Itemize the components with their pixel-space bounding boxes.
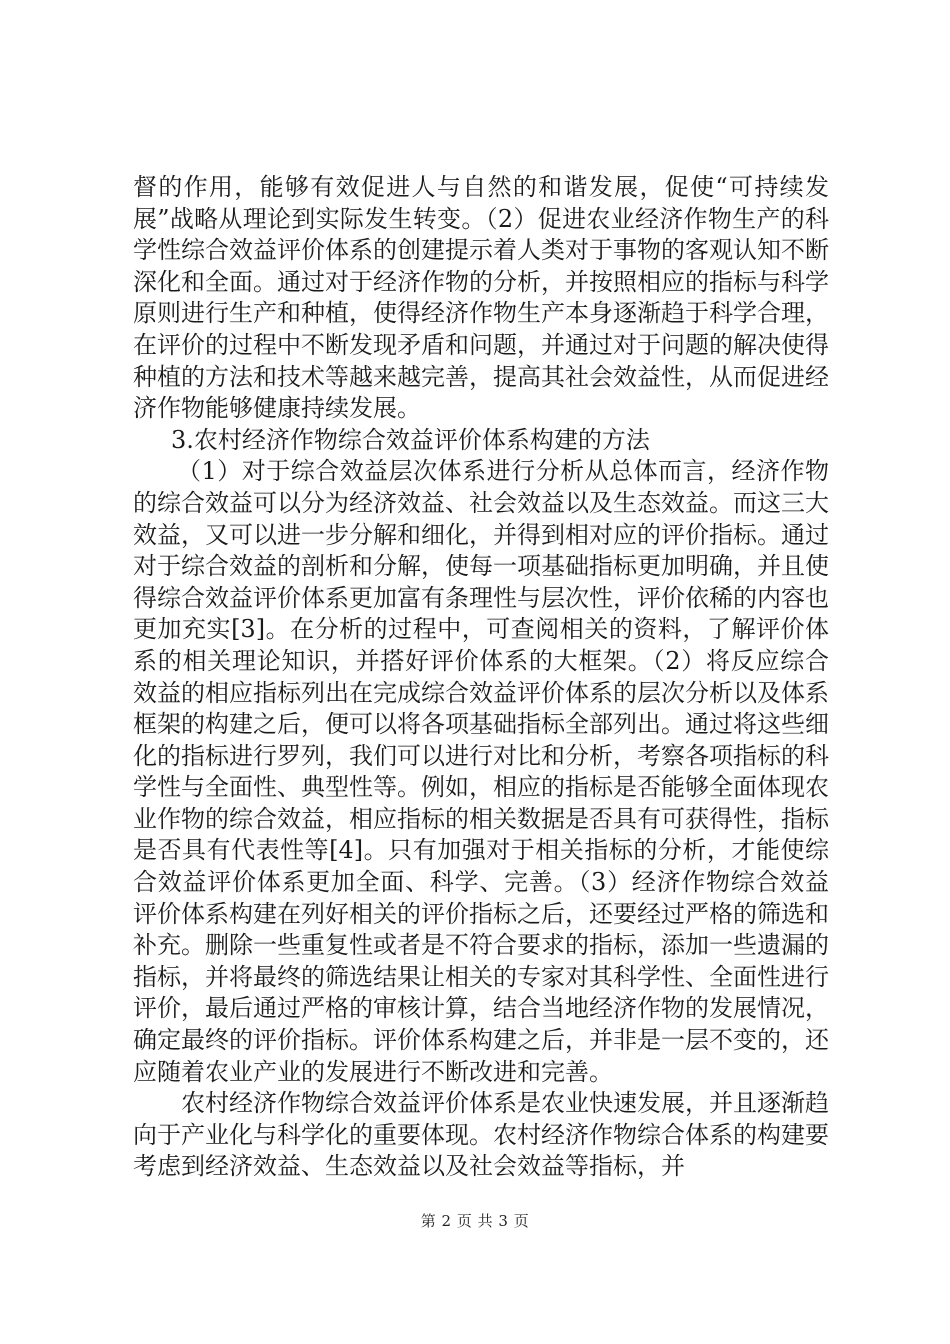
paragraph-methods: （1）对于综合效益层次体系进行分析从总体而言，经济作物的综合效益可以分为经济效益、社会效益以及生态效益。而这三大效益，又可以进一步分解和细化，并得到相对应的评价指标。通过对于综合效益的剖析和分解，使每一项基础指标更加明确，并且使得综合效益评价体系更加富有条理性与层次性，评价依稀的内容也更加充实[3]。在分析的过程中，可查阅相关的资料，了解评价体系的相关理论知识，并搭好评价体系的大框架。（2）将反应综合效益的相应指标列出在完成综合效益评价体系的层次分析以及体系框架的构建之后，便可以将各项基础指标全部列出。通过将这些细化的指标进行罗列，我们可以进行对比和分析，考察各项指标的科学性与全面性、典型性等。例如，相应的指标是否能够全面体现农业作物的综合效益，相应指标的相关数据是否具有可获得性，指标是否具有代表性等[4]。只有加强对于相关指标的分析，才能使综合效益评价体系更加全面、科学、完善。（3）经济作物综合效益评价体系构建在列好相关的评价指标之后，还要经过严格的筛选和补充。删除一些重复性或者是不符合要求的指标，添加一些遗漏的指标，并将最终的筛选结果让相关的专家对其科学性、全面性进行评价，最后通过严格的审核计算，结合当地经济作物的发展情况，确定最终的评价指标。评价体系构建之后，并非是一层不变的，还应随着农业产业的发展进行不断改进和完善。	[133, 457, 829, 1086]
section-heading: 3.农村经济作物综合效益评价体系构建的方法	[171, 425, 650, 454]
page-number-footer: 第 2 页 共 3 页	[420, 1212, 530, 1230]
paragraph-conclusion: 农村经济作物综合效益评价体系是农业快速发展，并且逐渐趋向于产业化与科学化的重要体现。农村经济作物综合体系的构建要考虑到经济效益、生态效益以及社会效益等指标，并	[133, 1089, 829, 1181]
paragraph-continued: 督的作用，能够有效促进人与自然的和谐发展，促使“可持续发展”战略从理论到实际发生转变。（2）促进农业经济作物生产的科学性综合效益评价体系的创建提示着人类对于事物的客观认知不断深化和全面。通过对于经济作物的分析，并按照相应的指标与科学原则进行生产和种植，使得经济作物生产本身逐渐趋于科学合理，在评价的过程中不断发现矛盾和问题，并通过对于问题的解决使得种植的方法和技术等越来越完善，提高其社会效益性，从而促进经济作物能够健康持续发展。	[133, 173, 829, 423]
body-text	[133, 172, 829, 1183]
